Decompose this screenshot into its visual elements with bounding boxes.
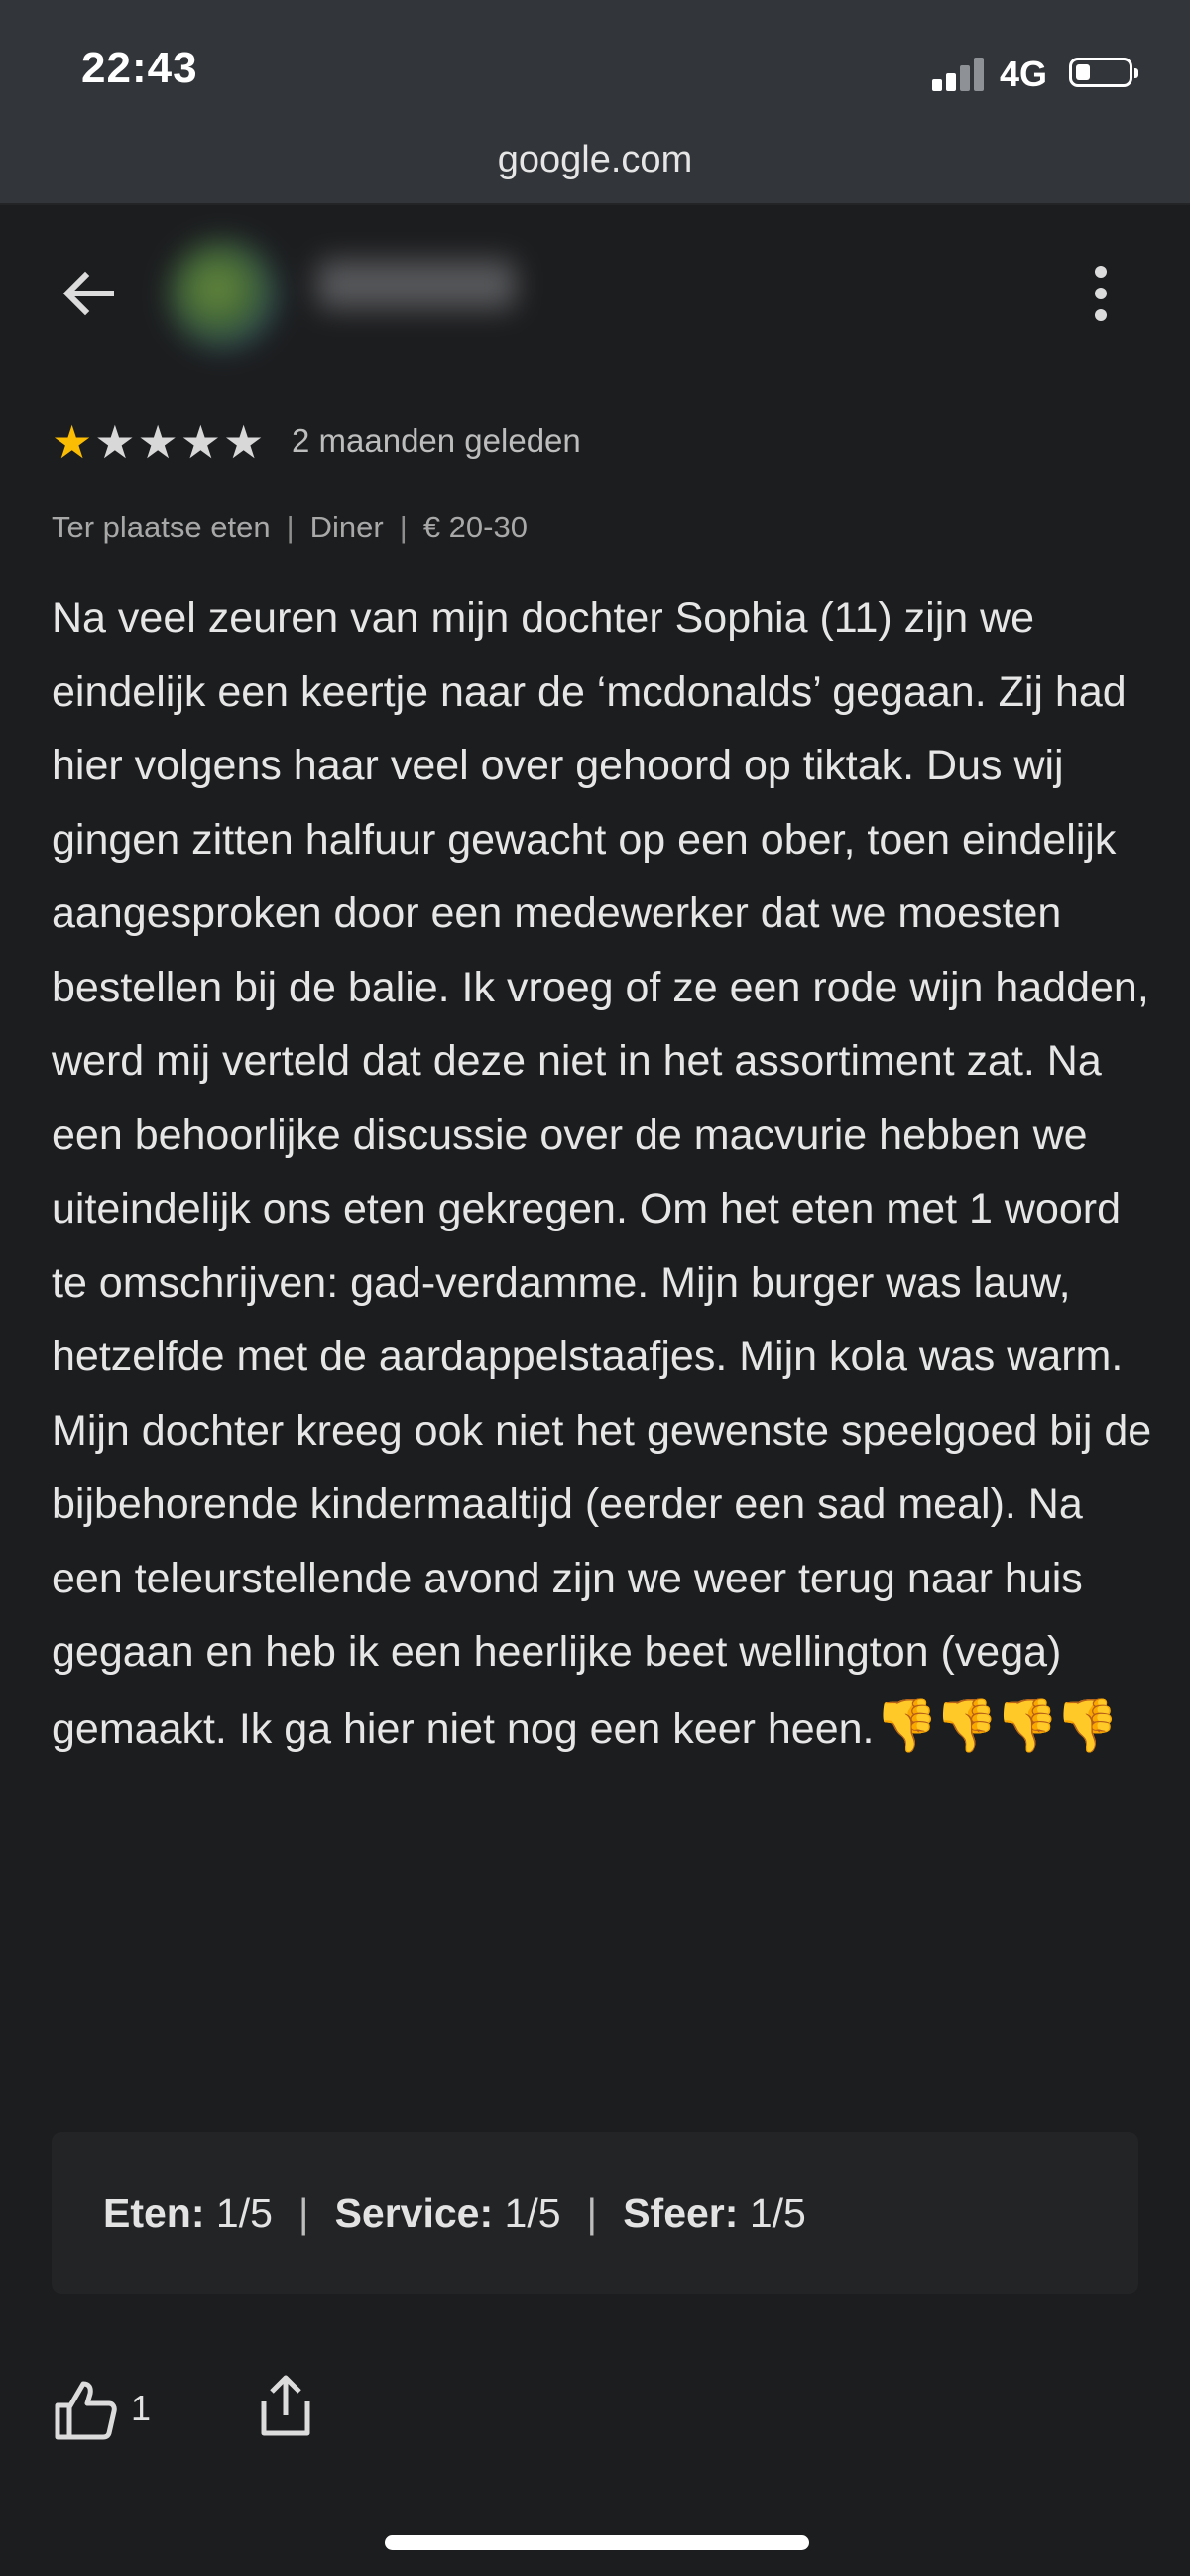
share-button[interactable]	[256, 2372, 315, 2441]
sub-rating-label-service: Service:	[334, 2189, 494, 2236]
meta-price-range: € 20-30	[422, 510, 528, 544]
sub-rating-label-food: Eten:	[103, 2189, 205, 2236]
arrow-left-icon	[56, 260, 123, 327]
back-button[interactable]	[56, 260, 123, 327]
star-empty-icon: ★	[223, 416, 265, 468]
status-time: 22:43	[81, 44, 198, 92]
thumbs-down-icon: 👎👎👎👎	[874, 1697, 1116, 1755]
meta-separator: |	[286, 510, 295, 544]
sub-rating-separator: |	[586, 2189, 598, 2236]
browser-top-bar	[0, 0, 1190, 205]
signal-strength-icon	[932, 56, 988, 91]
review-body: Na veel zeuren van mijn dochter Sophia (11) zijn we eindelijk een keertje naar de ‘mcdonalds’ gegaan. Zij had hier volgens haar veel over gehoord op tiktak. Dus wij gingen zitten halfuur gewacht op een ober, toen eindelijk aangesproken door een medewerker dat we moesten bestellen bij de balie. Ik vroeg of ze een rode wijn hadden, werd mij verteld dat deze niet in het assortiment zat. Na een behoorlijke discussie over de macvurie hebben we uiteindelijk ons eten gekregen. Om het eten met 1 woord te omschrijven: gad-verdamme. Mijn burger was lauw, hetzelfde met de aardappelstaafjes. Mijn kola was warm. Mijn dochter kreeg ook niet het gewenste speelgoed bij de bijbehorende kindermaaltijd (eerder een sad meal). Na een teleurstellende avond zijn we weer terug naar huis gegaan en heb ik een heerlijke beet wellington (vega) gemaakt. Ik ga hier niet nog een keer heen.	[52, 594, 1152, 1753]
review-text	[52, 581, 1152, 1766]
avatar	[169, 240, 278, 349]
network-type: 4G	[1000, 54, 1048, 94]
sub-rating-value-atmosphere: 1/5	[749, 2189, 806, 2236]
sub-ratings-box	[52, 2132, 1138, 2294]
share-icon	[256, 2372, 315, 2441]
blurred-profile	[149, 220, 565, 359]
meta-meal-type: Diner	[309, 510, 384, 544]
review-date: 2 maanden geleden	[292, 422, 581, 459]
more-options-button[interactable]	[1081, 260, 1121, 327]
star-empty-icon: ★	[137, 416, 178, 468]
meta-service-type: Ter plaatse eten	[52, 510, 271, 544]
star-filled-icon: ★	[52, 416, 93, 468]
sub-rating-label-atmosphere: Sfeer:	[623, 2189, 739, 2236]
sub-rating-separator: |	[298, 2189, 309, 2236]
star-empty-icon: ★	[179, 416, 221, 468]
url-bar[interactable]: google.com	[497, 139, 693, 180]
review-meta	[52, 510, 528, 545]
home-indicator[interactable]	[385, 2535, 809, 2550]
star-rating	[52, 416, 265, 468]
battery-icon	[1069, 58, 1132, 87]
reviewer-name-redacted	[317, 260, 516, 309]
sub-rating-value-food: 1/5	[215, 2189, 273, 2236]
like-count: 1	[131, 2388, 152, 2428]
meta-separator: |	[399, 510, 408, 544]
sub-rating-value-service: 1/5	[504, 2189, 561, 2236]
star-empty-icon: ★	[94, 416, 136, 468]
more-vertical-icon	[1095, 266, 1107, 278]
thumbs-up-icon	[52, 2376, 121, 2445]
